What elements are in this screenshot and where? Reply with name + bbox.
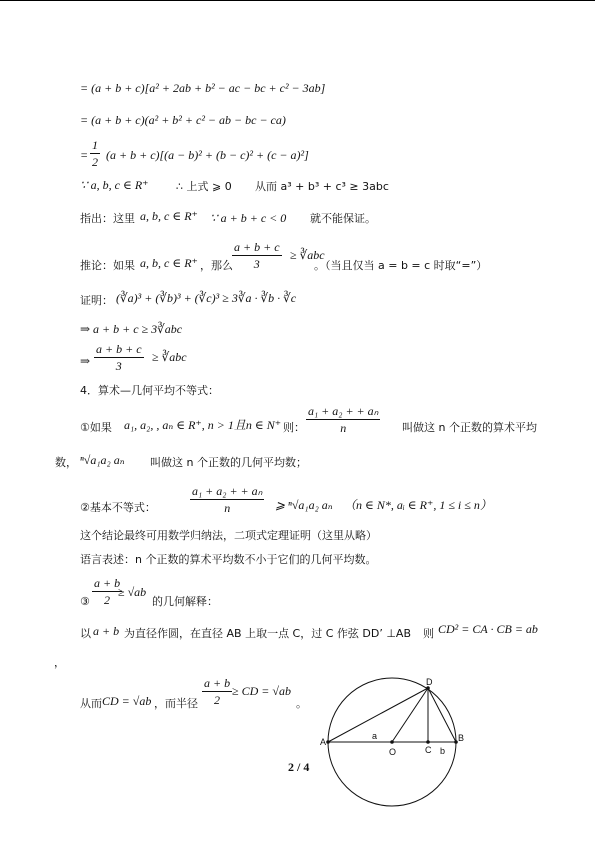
am-gm-two-rhs: ≥ √ab: [118, 585, 147, 599]
language-statement: 语言表述：n 个正数的算术平均数不小于它们的几何平均数。: [80, 553, 377, 566]
top-rule: [0, 0, 595, 1]
fraction-numerator: a + b + c: [96, 342, 142, 356]
fraction-denominator: n: [340, 421, 347, 435]
construction-text: 为直径作圆，在直径 AB 上取一点 C，过 C 作弦 DD’ ⊥AB: [124, 627, 411, 640]
basic-inequality-condition: （n ∈ N*, aᵢ ∈ R⁺, 1 ≤ i ≤ n）: [344, 498, 492, 512]
fraction-denominator: 3: [253, 257, 260, 271]
fraction-denominator: 2: [214, 693, 221, 707]
proof-line-2: ⇒ a + b + c ≥ 3∛abc: [80, 322, 183, 336]
fraction-numerator: a₁ + a₂ + + aₙ: [192, 484, 263, 498]
item-1-cont-prefix: 数，: [55, 456, 77, 469]
corollary-fraction: [232, 240, 282, 271]
construction-diameter: a + b: [93, 624, 120, 638]
label-a-point: A: [320, 737, 327, 747]
proof-fraction: [94, 342, 144, 373]
conclusion-start: 从而: [80, 697, 102, 710]
derivation-line-1: = (a + b + c)[a² + 2ab + b² − ac − bc + c² − 3ab]: [80, 81, 326, 95]
label-d-point: D: [426, 677, 433, 687]
proof-line-3-rhs: ≥ ∛abc: [152, 350, 187, 364]
conclusion-end: 。: [296, 697, 307, 710]
radius-od: [392, 688, 428, 742]
label-c-point: C: [425, 745, 432, 755]
note-prefix: 指出：这里: [80, 212, 135, 225]
therefore-statement: ∴ 上式 ⩾ 0: [176, 180, 232, 193]
conclusion-rhs: ≥ CD = √ab: [232, 684, 291, 698]
item-1-cont-description: 叫做这 n 个正数的几何平均数；: [150, 456, 307, 469]
since-condition: ∵ a, b, c ∈ R⁺: [80, 178, 149, 192]
corollary-condition: a, b, c ∈ R⁺: [140, 256, 198, 270]
fraction-denominator: 3: [115, 359, 122, 373]
conclusion-cd-equation: CD = √ab: [102, 694, 152, 708]
page-number: 2 / 4: [288, 760, 310, 774]
proof-omitted-note: 这个结论最终可用数学归纳法，二项式定理证明（这里从略）: [80, 529, 377, 542]
construction-equation: CD² = CA · CB = ab: [438, 622, 538, 636]
label-segment-a: a: [372, 731, 378, 741]
basic-inequality-rhs: ⩾ ⁿ√a₁a₂ aₙ: [275, 498, 333, 512]
derivation-line-2: = (a + b + c)(a² + b² + c² − ab − bc − ca): [80, 113, 286, 127]
fraction-one-half: [90, 138, 100, 169]
derivation-line-3-rest: (a + b + c)[(a − b)² + (b − c)² + (c − a)²]: [106, 148, 309, 162]
segment-ad: [328, 688, 428, 742]
note-condition: a, b, c ∈ R⁺: [140, 209, 198, 223]
fraction-denominator: n: [224, 501, 231, 515]
item-2-label: ②基本不等式：: [80, 501, 156, 514]
construction-start: 以: [80, 627, 91, 640]
circle-geometry-figure: [318, 668, 468, 838]
note-suffix: 就不能保证。: [310, 212, 376, 225]
fraction-numerator: 1: [92, 138, 98, 152]
point-o: [390, 740, 394, 744]
corollary-note: 。（当且仅当 a = b = c 时取“=”）: [314, 259, 488, 272]
corollary-label: 推论：如果: [80, 259, 135, 272]
section-4-title: 4．算术—几何平均不等式：: [80, 384, 219, 397]
fraction-denominator: 2: [92, 155, 98, 169]
proof-label: 证明：: [80, 294, 113, 307]
derivation-line-3-prefix: =: [80, 148, 89, 162]
item-1-then: 则：: [283, 421, 305, 434]
segment-db: [428, 688, 456, 742]
construction-then: 则: [423, 627, 434, 640]
point-a: [326, 740, 330, 744]
item-1-label: ①如果: [80, 421, 112, 434]
note-sum-condition: ∵ a + b + c < 0: [210, 211, 287, 225]
fraction-numerator: a + b: [94, 576, 121, 590]
label-o-point: O: [389, 747, 397, 757]
fraction-numerator: a + b: [204, 676, 231, 690]
item-1-description: 叫做这 n 个正数的算术平均: [402, 421, 537, 434]
point-c: [426, 740, 430, 744]
item-3-description: 的几何解释：: [152, 595, 218, 608]
proof-line-3-prefix: ⇒: [80, 354, 91, 368]
fraction-denominator: 2: [104, 593, 111, 607]
corollary-rhs: ≥ ∛abc: [290, 248, 325, 262]
arithmetic-mean-fraction: [306, 404, 380, 435]
geometric-mean-expression: ⁿ√a₁a₂ aₙ: [80, 453, 125, 467]
hence-statement: 从而 a³ + b³ + c³ ≥ 3abc: [255, 180, 389, 193]
label-b-point: B: [458, 733, 465, 743]
construction-comma: ，: [54, 656, 65, 669]
proof-line-1: (∛a)³ + (∛b)³ + (∛c)³ ≥ 3∛a · ∛b · ∛c: [116, 291, 297, 305]
fraction-numerator: a + b + c: [234, 240, 280, 254]
fraction-numerator: a₁ + a₂ + + aₙ: [308, 404, 379, 418]
radius-fraction: [202, 676, 232, 707]
item-1-condition: a₁, a₂, , aₙ ∈ R⁺, n > 1且n ∈ N⁺: [124, 418, 282, 432]
conclusion-radius-text: ，而半径: [154, 697, 198, 710]
basic-inequality-fraction: [190, 484, 264, 515]
corollary-then: ，那么: [200, 259, 233, 272]
item-3-label: ③: [80, 595, 90, 608]
label-segment-b: b: [440, 746, 446, 756]
